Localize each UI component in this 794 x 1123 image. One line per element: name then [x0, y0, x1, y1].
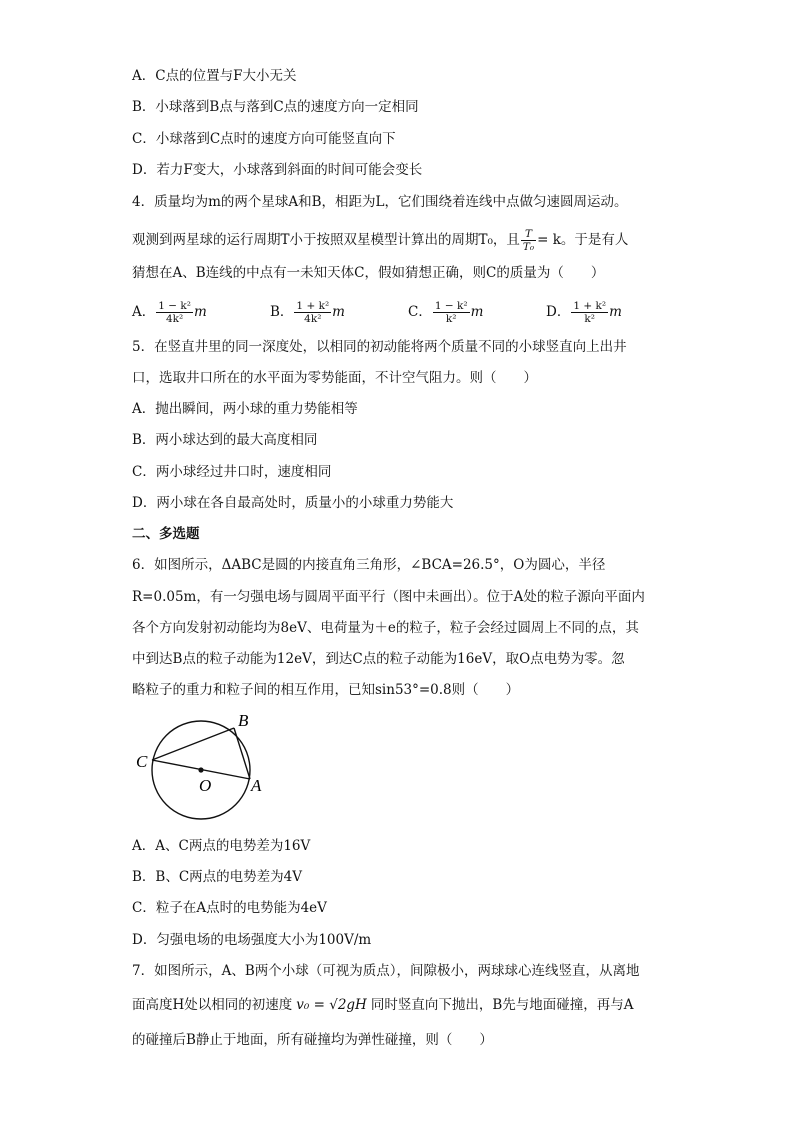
figure-label-b: B — [238, 711, 249, 730]
q7-initial-velocity: v₀ = √2gH — [296, 997, 367, 1013]
q4-option-a-denominator: 4k² — [165, 313, 184, 325]
q4-option-c-suffix: m — [470, 304, 484, 320]
q6-option-b: B．B、C两点的电势差为4V — [132, 869, 303, 885]
q4-option-d-numerator: 1 + k² — [573, 300, 607, 312]
q7-stem-line2-post: 同时竖直向下抛出，B先与地面碰撞，再与A — [370, 997, 634, 1013]
q4-option-d-fraction — [571, 300, 608, 325]
q6-option-d: D．匀强电场的电场强度大小为100V/m — [132, 932, 372, 948]
q6-stem-line1: 6．如图所示，ΔABC是圆的内接直角三角形，∠BCA=26.5°，O为圆心，半径 — [132, 557, 606, 573]
q4-ratio-fraction — [521, 228, 536, 253]
q3-option-d: D．若力F变大，小球落到斜面的时间可能会变长 — [132, 162, 423, 178]
q4-option-d-suffix: m — [609, 304, 622, 320]
q6-option-a: A．A、C两点的电势差为16V — [132, 838, 311, 854]
q6-stem-line2: R=0.05m，有一匀强电场与圆周平面平行（图中未画出）。位于A处的粒子源向平面内 — [132, 589, 645, 605]
figure-label-o: O — [199, 776, 212, 795]
q4-option-d-denominator: k² — [584, 313, 595, 325]
q4-option-a-fraction — [156, 300, 193, 325]
q4-stem-line2-post: = k。于是有人 — [537, 232, 629, 248]
q5-option-a: A．抛出瞬间，两小球的重力势能相等 — [132, 401, 358, 417]
q4-option-b-label: B． — [270, 304, 294, 320]
q4-option-a-numerator: 1 − k² — [158, 300, 191, 312]
q5-option-c: C．两小球经过井口时，速度相同 — [132, 464, 332, 480]
q4-option-c-fraction — [433, 300, 470, 325]
q4-stem-line2 — [132, 228, 628, 253]
q4-option-b — [270, 300, 345, 325]
q6-stem-line4: 中到达B点的粒子动能为12eV，到达C点的粒子动能为16eV，取O点电势为零。忽 — [132, 651, 625, 667]
q7-stem-line2 — [132, 995, 634, 1015]
q4-option-c-numerator: 1 − k² — [434, 300, 468, 312]
q4-option-b-suffix: m — [332, 304, 345, 320]
section-heading: 二、多选题 — [132, 526, 200, 542]
q5-stem-line2: 口，选取井口所在的水平面为零势能面，不计空气阻力。则（ ） — [132, 370, 537, 386]
q6-stem-line3: 各个方向发射初动能均为8eV、电荷量为＋e的粒子，粒子会经过圆周上不同的点，其 — [132, 620, 639, 636]
q5-stem-line1: 5．在竖直井里的同一深度处，以相同的初动能将两个质量不同的小球竖直向上出井 — [132, 339, 627, 355]
q4-ratio-numerator: T — [521, 228, 536, 241]
q4-option-c-label: C． — [408, 304, 432, 320]
q3-option-a: A．C点的位置与F大小无关 — [132, 68, 297, 84]
figure-side-cb — [152, 728, 234, 760]
q5-option-d: D．两小球在各自最高处时，质量小的小球重力势能大 — [132, 495, 454, 511]
q6-stem-line5: 略粒子的重力和粒子间的相互作用，已知sin53°=0.8则（ ） — [132, 682, 520, 698]
figure-center-dot — [198, 767, 203, 772]
q4-options — [132, 292, 692, 328]
q7-stem-line1: 7．如图所示，A、B两个小球（可视为质点），间隙极小，两球球心连线竖直，从离地 — [132, 963, 640, 979]
q4-option-a-label: A． — [132, 304, 156, 320]
figure-label-a: A — [251, 776, 262, 795]
q4-option-b-denominator: 4k² — [304, 313, 322, 325]
q5-option-b: B．两小球达到的最大高度相同 — [132, 432, 318, 448]
q4-option-b-numerator: 1 + k² — [296, 300, 330, 312]
q4-option-a-suffix: m — [193, 304, 207, 320]
q4-stem-line3: 猜想在A、B连线的中点有一未知天体C，假如猜想正确，则C的质量为（ ） — [132, 265, 605, 281]
q4-option-a — [132, 300, 207, 325]
q4-ratio-denominator: T₀ — [522, 241, 535, 253]
q4-option-d — [546, 300, 622, 325]
q6-option-c: C．粒子在A点时的电势能为4eV — [132, 900, 327, 916]
q3-option-c: C．小球落到C点时的速度方向可能竖直向下 — [132, 131, 396, 147]
figure-label-c: C — [136, 752, 148, 771]
q4-option-c-denominator: k² — [445, 313, 457, 325]
q4-option-d-label: D． — [546, 304, 571, 320]
q4-stem-line1: 4．质量均为m的两个星球A和B，相距为L，它们围绕着连线中点做匀速圆周运动。 — [132, 194, 628, 210]
q4-option-c — [408, 300, 483, 325]
q4-option-b-fraction — [294, 300, 331, 325]
q7-stem-line2-pre: 面高度H处以相同的初速度 — [132, 997, 293, 1013]
q7-stem-line3: 的碰撞后B静止于地面，所有碰撞均为弹性碰撞，则（ ） — [132, 1032, 493, 1048]
q3-option-b: B．小球落到B点与落到C点的速度方向一定相同 — [132, 99, 419, 115]
circle-triangle-figure — [130, 706, 280, 826]
q4-stem-line2-pre: 观测到两星球的运行周期T小于按照双星模型计算出的周期T₀，且 — [132, 232, 520, 248]
